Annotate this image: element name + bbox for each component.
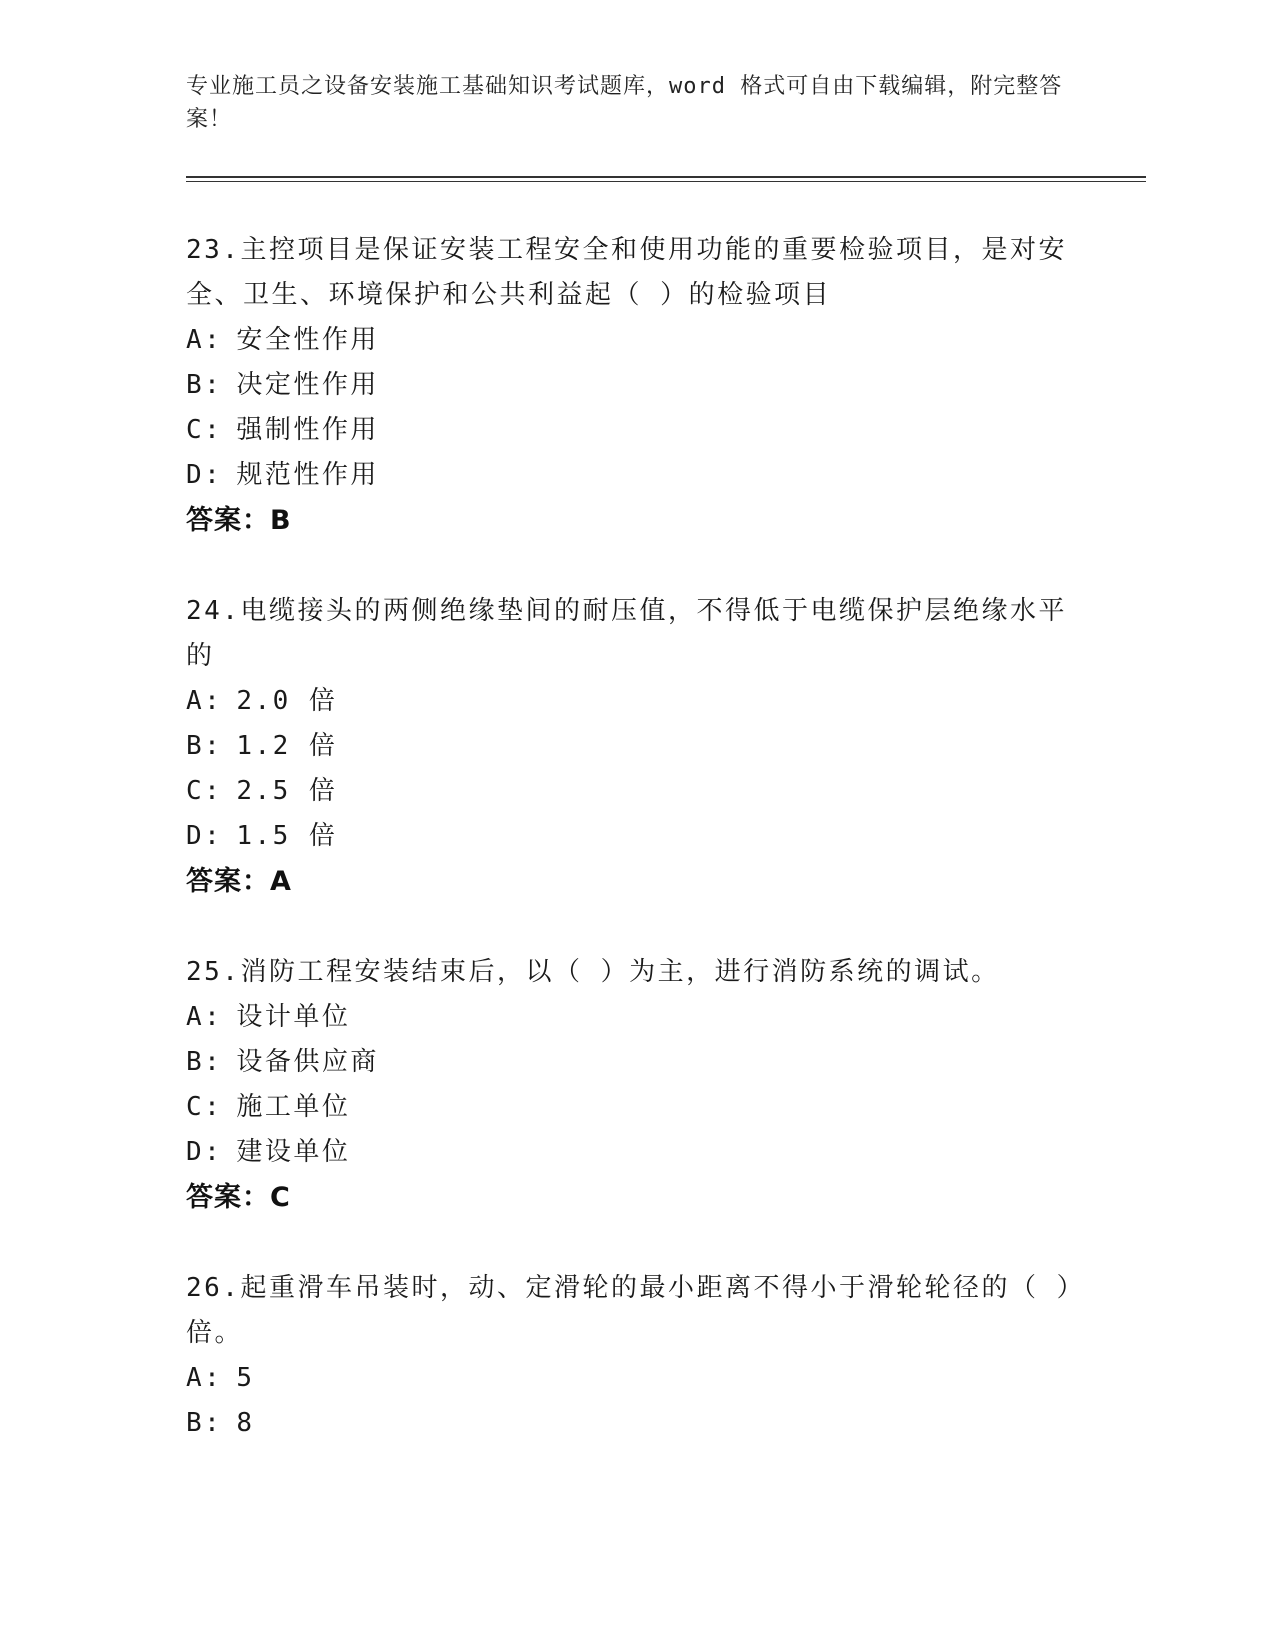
option-b bbox=[186, 724, 1076, 769]
option-text: 设计单位 bbox=[236, 1002, 351, 1032]
question-stem: 24.电缆接头的两侧绝缘垫间的耐压值，不得低于电缆保护层绝缘水平的 bbox=[186, 596, 1067, 671]
option-text: 施工单位 bbox=[236, 1092, 351, 1122]
option-key: A: bbox=[186, 1002, 223, 1032]
option-a bbox=[186, 1356, 1076, 1401]
option-text: 设备供应商 bbox=[236, 1047, 379, 1077]
option-d bbox=[186, 1130, 1076, 1175]
option-a bbox=[186, 318, 1076, 363]
answer-line: 答案：B bbox=[186, 505, 292, 536]
option-b bbox=[186, 1401, 1076, 1446]
option-text: 1.5 倍 bbox=[236, 821, 338, 851]
question-list bbox=[186, 228, 1076, 1492]
option-key: D: bbox=[186, 460, 223, 490]
answer-line: 答案：C bbox=[186, 1182, 291, 1213]
option-key: A: bbox=[186, 686, 223, 716]
option-key: B: bbox=[186, 370, 223, 400]
header-divider bbox=[186, 176, 1146, 178]
option-text: 规范性作用 bbox=[236, 460, 379, 490]
option-key: B: bbox=[186, 1047, 223, 1077]
question-24 bbox=[186, 589, 1076, 904]
option-b bbox=[186, 1040, 1076, 1085]
option-a bbox=[186, 679, 1076, 724]
answer-line: 答案：A bbox=[186, 866, 292, 897]
option-key: D: bbox=[186, 1137, 223, 1167]
option-text: 2.0 倍 bbox=[236, 686, 338, 716]
option-key: C: bbox=[186, 1092, 223, 1122]
option-b bbox=[186, 363, 1076, 408]
question-26 bbox=[186, 1266, 1076, 1446]
question-stem: 25.消防工程安装结束后，以（ ）为主，进行消防系统的调试。 bbox=[186, 957, 1000, 987]
question-stem: 26.起重滑车吊装时，动、定滑轮的最小距离不得小于滑轮轮径的（ ）倍。 bbox=[186, 1273, 1073, 1348]
option-text: 1.2 倍 bbox=[236, 731, 338, 761]
option-text: 建设单位 bbox=[236, 1137, 351, 1167]
option-key: A: bbox=[186, 1363, 223, 1393]
option-key: A: bbox=[186, 325, 223, 355]
document-header: 专业施工员之设备安装施工基础知识考试题库，word 格式可自由下载编辑，附完整答案！ bbox=[186, 74, 1063, 132]
option-d bbox=[186, 453, 1076, 498]
option-text: 5 bbox=[236, 1363, 255, 1393]
option-c bbox=[186, 408, 1076, 453]
question-25 bbox=[186, 950, 1076, 1220]
option-c bbox=[186, 1085, 1076, 1130]
option-key: C: bbox=[186, 776, 223, 806]
option-c bbox=[186, 769, 1076, 814]
header-divider-thin bbox=[186, 181, 1146, 182]
option-key: B: bbox=[186, 731, 223, 761]
option-text: 决定性作用 bbox=[236, 370, 379, 400]
option-a bbox=[186, 995, 1076, 1040]
option-text: 强制性作用 bbox=[236, 415, 379, 445]
option-key: D: bbox=[186, 821, 223, 851]
question-23 bbox=[186, 228, 1076, 543]
question-stem: 23.主控项目是保证安装工程安全和使用功能的重要检验项目，是对安全、卫生、环境保护和公共利益起（ ）的检验项目 bbox=[186, 235, 1067, 310]
option-text: 安全性作用 bbox=[236, 325, 379, 355]
option-key: B: bbox=[186, 1408, 223, 1438]
option-text: 8 bbox=[236, 1408, 255, 1438]
option-text: 2.5 倍 bbox=[236, 776, 338, 806]
option-d bbox=[186, 814, 1076, 859]
option-key: C: bbox=[186, 415, 223, 445]
